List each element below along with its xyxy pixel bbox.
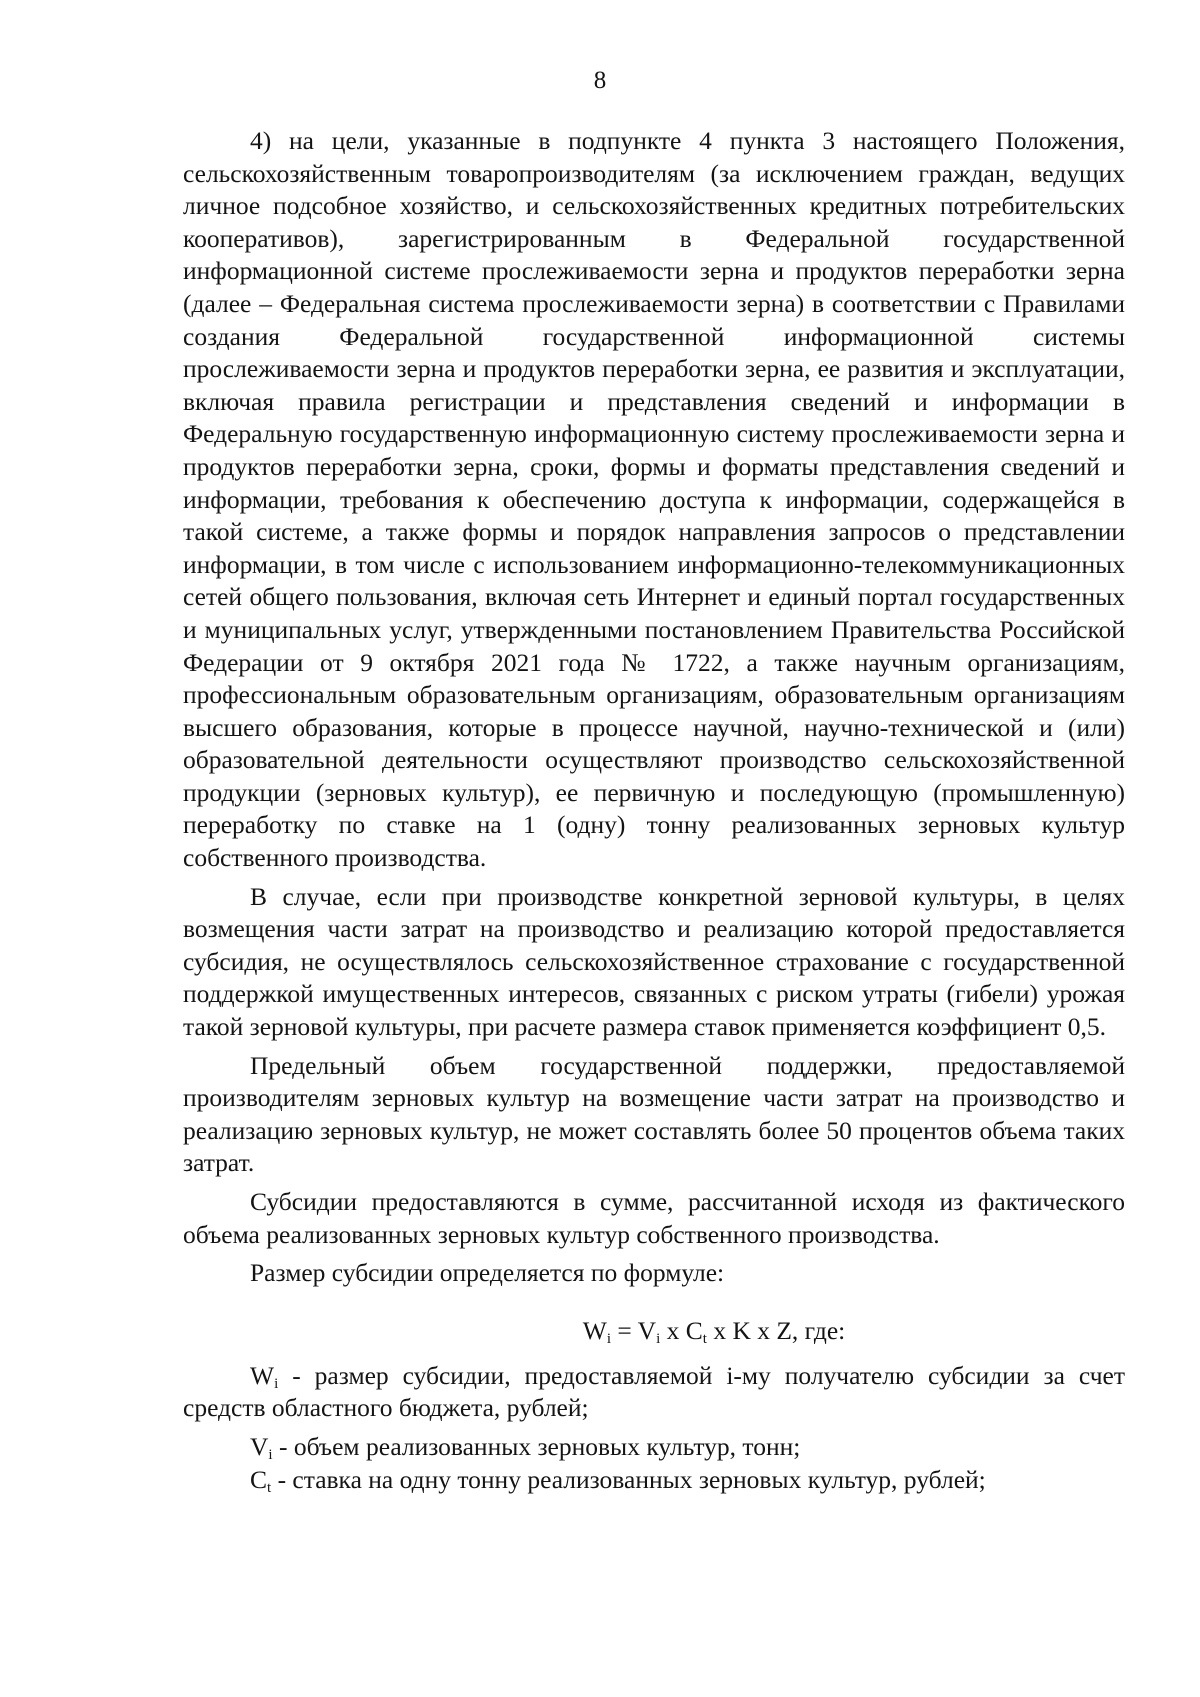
paragraph-subsidy-amount: Субсидии предоставляются в сумме, рассчитанной исходя из фактического объема реализованных зерновых культур собственного производства. xyxy=(183,1187,1125,1249)
definition-ct-sub: t xyxy=(267,1479,272,1496)
page-number: 8 xyxy=(593,67,607,94)
definition-vi-letter: V xyxy=(250,1431,269,1461)
formula-v-sub: i xyxy=(656,1330,661,1347)
definition-vi-text: - объем реализованных зерновых культур, тонн; xyxy=(272,1431,801,1461)
definition-wi-symbol xyxy=(250,1361,278,1390)
definition-vi-symbol xyxy=(250,1432,273,1461)
formula-c-sub: t xyxy=(702,1330,707,1347)
paragraph-formula-intro: Размер субсидии определяется по формуле: xyxy=(250,1258,725,1288)
definition-wi-sub: i xyxy=(274,1375,279,1392)
definition-ct-text: - ставка на одну тонну реализованных зерновых культур, рублей; xyxy=(271,1464,986,1494)
definition-wi-text: - размер субсидии, предоставляемой i-му получателю субсидии за счет средств областного бюджета, рублей; xyxy=(183,1360,1125,1423)
subsidy-formula xyxy=(183,1314,1125,1348)
definition-ct-symbol xyxy=(250,1465,271,1494)
definition-ct-letter: C xyxy=(250,1464,268,1494)
definition-wi xyxy=(183,1360,1125,1425)
paragraph-support-limit: Предельный объем государственной поддержки, предоставляемой производителям зерновых культур на возмещение части затрат на производство и реализацию зерновых культур, не может составлять более 50 процентов объема таких затрат. xyxy=(183,1050,1125,1178)
formula-w-sub: i xyxy=(606,1330,611,1347)
formula-w: W xyxy=(582,1315,607,1345)
formula-eq: = xyxy=(610,1315,638,1345)
formula-c: C xyxy=(685,1315,703,1345)
formula-rest: x K x Z, где: xyxy=(706,1315,846,1345)
paragraph-item-4: 4) на цели, указанные в подпункте 4 пункта 3 настоящего Положения, сельскохозяйственным товаропроизводителям (за исключением граждан, ведущих личное подсобное хозяйство, и сельскохозяйственных кредитных потребительских кооперативов), зарегистрированным в Федеральной государственной информационной системе прослеживаемости зерна и продуктов переработки зерна (далее – Федеральная система прослеживаемости зерна) в соответствии с Правилами создания Федеральной государственной информационной системы прослеживаемости зерна и продуктов переработки зерна, ее развития и эксплуатации, включая правила регистрации и представления сведений и информации в Федеральную государственную информационную систему прослеживаемости зерна и продуктов переработки зерна, сроки, формы и форматы представления сведений и информации, требования к обеспечению доступа к информации, содержащейся в такой системе, а также формы и порядок направления запросов о представлении информации, в том числе с использованием информационно-телекоммуникационных сетей общего пользования, включая сеть Интернет и единый портал государственных и муниципальных услуг, утвержденными постановлением Правительства Российской Федерации от 9 октября 2021 года № 1722, а также научным организациям, профессиональным образовательным организациям, образовательным организациям высшего образования, которые в процессе научной, научно-технической и (или) образовательной деятельности осуществляют производство сельскохозяйственной продукции (зерновых культур), ее первичную и последующую (промышленную) переработку по ставке на 1 (одну) тонну реализованных зерновых культур собственного производства. xyxy=(183,126,1125,873)
paragraph-insurance-coefficient: В случае, если при производстве конкретной зерновой культуры, в целях возмещения части затрат на производство и реализацию которой предоставляется субсидия, не осуществлялось сельскохозяйственное страхование с государственной поддержкой имущественных интересов, связанных с риском утраты (гибели) урожая такой зерновой культуры, при расчете размера ставок применяется коэффициент 0,5. xyxy=(183,881,1125,1042)
document-body xyxy=(183,125,1125,1496)
definition-vi-sub: i xyxy=(268,1446,273,1463)
formula-x1: x xyxy=(660,1315,686,1345)
formula-v: V xyxy=(637,1315,657,1345)
definition-wi-letter: W xyxy=(250,1360,275,1390)
definition-ct xyxy=(183,1464,1125,1497)
definition-vi xyxy=(183,1431,1125,1464)
